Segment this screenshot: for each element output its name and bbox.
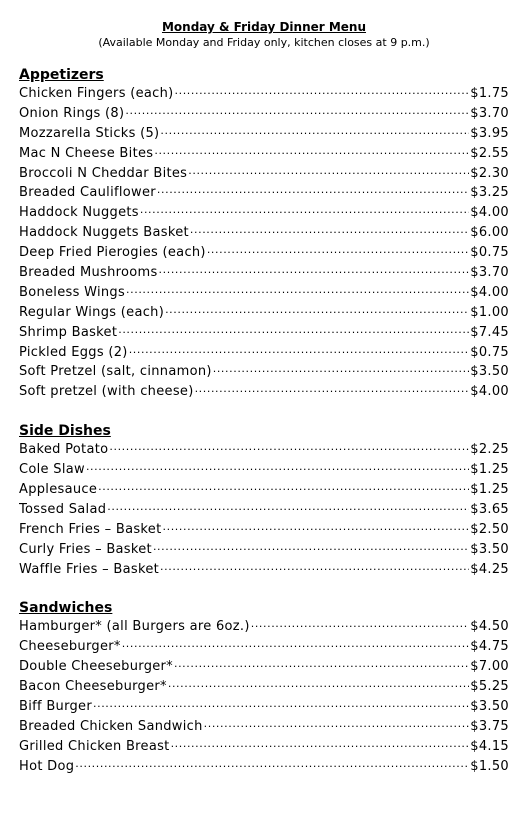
menu-item-name: Haddock Nuggets Basket: [19, 225, 189, 241]
menu-item-price: $4.75: [470, 639, 509, 655]
menu-item-price: $1.50: [470, 758, 509, 774]
menu-item-price: $1.25: [470, 462, 509, 478]
menu-item-price: $3.50: [470, 699, 509, 715]
menu-item-price: $3.50: [470, 541, 509, 557]
menu-item-name: Bacon Cheeseburger*: [19, 679, 167, 695]
menu-item: [19, 164, 509, 184]
section-sandwiches: [19, 599, 509, 776]
dot-leader: [98, 480, 469, 493]
menu-item: [19, 124, 509, 144]
menu-item-price: $3.75: [470, 718, 509, 734]
menu-item-name: Broccoli N Cheddar Bites: [19, 165, 188, 181]
section-side-dishes: [19, 422, 509, 579]
menu-item-name: Boneless Wings: [19, 284, 126, 300]
section-appetizers: [19, 66, 509, 402]
menu-item-price: $7.00: [470, 659, 509, 675]
dot-leader: [122, 637, 470, 650]
menu-item-name: Applesauce: [19, 482, 98, 498]
menu-item: [19, 737, 509, 757]
menu-item-price: $3.95: [470, 125, 509, 141]
menu-item-price: $2.50: [470, 521, 509, 537]
menu-item-name: Pickled Eggs (2): [19, 344, 128, 360]
menu-item: [19, 283, 509, 303]
menu-item-price: $2.30: [470, 165, 509, 181]
menu-item: [19, 362, 509, 382]
dot-leader: [153, 540, 469, 553]
menu-subtitle: (Available Monday and Friday only, kitchen closes at 9 p.m.): [98, 36, 430, 49]
menu-item-price: $4.00: [470, 384, 509, 400]
menu-item-name: Breaded Chicken Sandwich: [19, 718, 203, 734]
menu-item: [19, 717, 509, 737]
menu-item: [19, 617, 509, 637]
dot-leader: [154, 144, 469, 157]
menu-item-name: Tossed Salad: [19, 501, 107, 517]
dot-leader: [129, 343, 470, 356]
menu-item-name: Grilled Chicken Breast: [19, 738, 170, 754]
menu-item: [19, 323, 509, 343]
menu-item-price: $7.45: [470, 324, 509, 340]
menu-item-price: $3.70: [470, 105, 509, 121]
menu-item: [19, 243, 509, 263]
menu-item: [19, 203, 509, 223]
menu-item-name: Breaded Cauliflower: [19, 185, 156, 201]
menu-item: [19, 637, 509, 657]
menu-item-name: Curly Fries – Basket: [19, 541, 152, 557]
menu-item-price: $3.25: [470, 185, 509, 201]
menu-item: [19, 657, 509, 677]
menu-item-price: $4.50: [470, 619, 509, 635]
dot-leader: [168, 677, 469, 690]
menu-item: [19, 520, 509, 540]
menu-item-name: Chicken Fingers (each): [19, 86, 174, 101]
menu-item-price: $3.70: [470, 265, 509, 281]
menu-item-name: Onion Rings (8): [19, 105, 125, 121]
dot-leader: [160, 124, 469, 137]
dot-leader: [126, 283, 469, 296]
menu-item: [19, 303, 509, 323]
menu-item: [19, 757, 509, 777]
menu-item-price: $1.00: [470, 304, 509, 320]
menu-item: [19, 560, 509, 580]
menu-item-price: $4.00: [470, 205, 509, 221]
menu-item: [19, 104, 509, 124]
dot-leader: [107, 500, 469, 513]
dot-leader: [204, 717, 470, 730]
menu-item-price: $1.25: [470, 482, 509, 498]
menu-item-price: $2.25: [470, 442, 509, 458]
menu-item-name: Haddock Nuggets: [19, 205, 139, 221]
dot-leader: [157, 183, 469, 196]
menu-item-price: $3.65: [470, 501, 509, 517]
dot-leader: [163, 520, 470, 533]
menu-item: [19, 480, 509, 500]
menu-item-name: Double Cheeseburger*: [19, 659, 173, 675]
menu-item-name: Mozzarella Sticks (5): [19, 125, 160, 141]
section-heading: Sandwiches: [19, 600, 113, 617]
menu-item: [19, 223, 509, 243]
menu-item-name: Hamburger* (all Burgers are 6oz.): [19, 619, 250, 635]
menu-item: [19, 382, 509, 402]
menu-item: [19, 460, 509, 480]
dot-leader: [118, 323, 469, 336]
menu-item: [19, 540, 509, 560]
menu-item: [19, 500, 509, 520]
dot-leader: [160, 560, 469, 573]
menu-item-price: $3.50: [470, 364, 509, 380]
menu-item: [19, 84, 509, 104]
dot-leader: [188, 164, 469, 177]
menu-item: [19, 263, 509, 283]
menu-item-name: Mac N Cheese Bites: [19, 145, 154, 161]
menu-item-name: Shrimp Basket: [19, 324, 118, 340]
menu-item-name: Hot Dog: [19, 758, 75, 774]
menu-item-name: Cheeseburger*: [19, 639, 121, 655]
menu-item-price: $5.25: [470, 679, 509, 695]
dot-leader: [159, 263, 470, 276]
dot-leader: [251, 617, 470, 630]
section-heading: Appetizers: [19, 67, 104, 83]
menu-item: [19, 343, 509, 363]
menu-item: [19, 144, 509, 164]
dot-leader: [140, 203, 469, 216]
dot-leader: [171, 737, 470, 750]
menu-item-price: $0.75: [470, 245, 509, 261]
dot-leader: [195, 382, 470, 395]
menu-item-name: Regular Wings (each): [19, 304, 165, 320]
menu-item-price: $1.75: [470, 86, 509, 101]
menu-item-price: $4.25: [470, 561, 509, 577]
menu-item-name: Cole Slaw: [19, 462, 85, 478]
menu-item-price: $4.00: [470, 284, 509, 300]
dot-leader: [207, 243, 469, 256]
dot-leader: [174, 657, 469, 670]
menu-item: [19, 183, 509, 203]
menu-item-name: French Fries – Basket: [19, 521, 162, 537]
menu-item-name: Waffle Fries – Basket: [19, 561, 160, 577]
menu-item: [19, 697, 509, 717]
menu-item-name: Deep Fried Pierogies (each): [19, 245, 206, 261]
menu-page: [0, 19, 528, 835]
menu-item: [19, 677, 509, 697]
dot-leader: [165, 303, 469, 316]
menu-item: [19, 440, 509, 460]
section-heading: Side Dishes: [19, 423, 111, 440]
menu-item-name: Baked Potato: [19, 442, 109, 458]
dot-leader: [109, 440, 469, 453]
menu-item-price: $6.00: [470, 225, 509, 241]
dot-leader: [175, 84, 470, 97]
dot-leader: [75, 757, 469, 770]
menu-item-price: $4.15: [470, 738, 509, 754]
dot-leader: [125, 104, 469, 117]
dot-leader: [93, 697, 469, 710]
menu-item-price: $0.75: [470, 344, 509, 360]
menu-item-name: Biff Burger: [19, 699, 92, 715]
menu-item-name: Breaded Mushrooms: [19, 265, 158, 281]
menu-title: Monday & Friday Dinner Menu: [161, 20, 367, 34]
dot-leader: [213, 362, 470, 375]
menu-item-name: Soft pretzel (with cheese): [19, 384, 194, 400]
dot-leader: [190, 223, 469, 236]
menu-item-name: Soft Pretzel (salt, cinnamon): [19, 364, 212, 380]
menu-item-price: $2.55: [470, 145, 509, 161]
dot-leader: [86, 460, 469, 473]
